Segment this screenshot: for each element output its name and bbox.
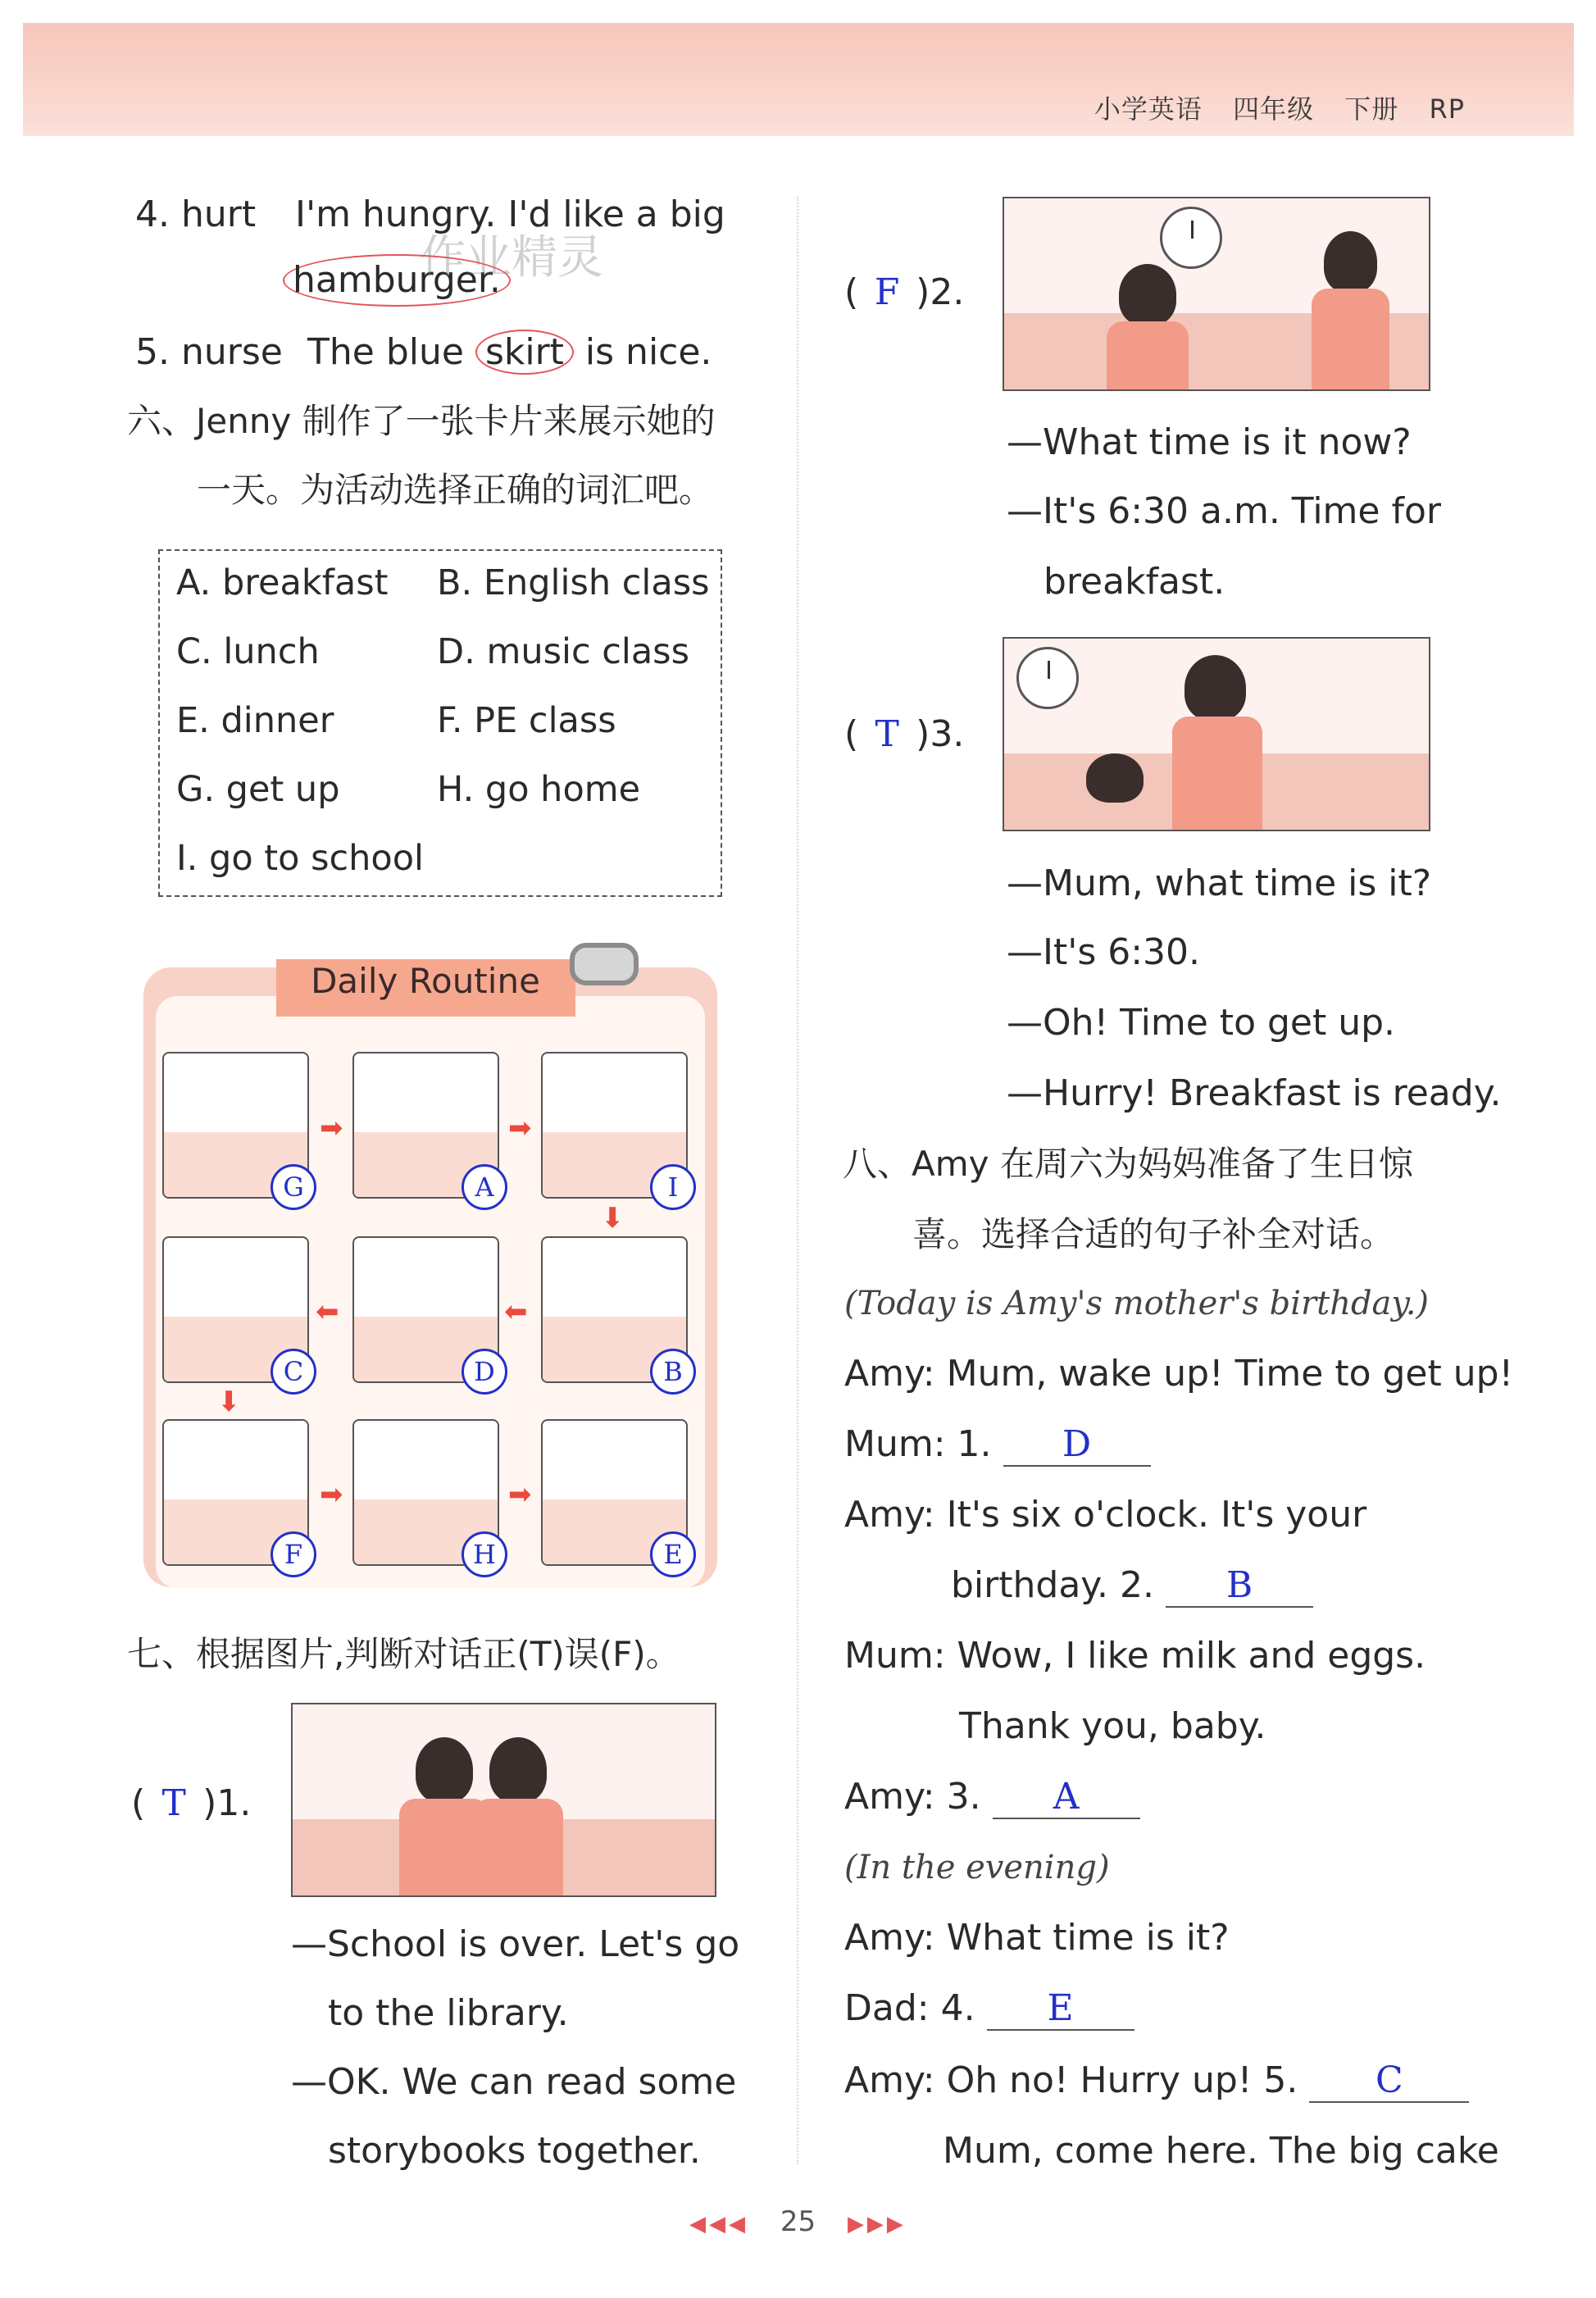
answer-badge-1: G [271, 1164, 316, 1210]
option-e: E. dinner [176, 700, 334, 741]
blank-2-answer: B [1166, 1565, 1313, 1608]
arrow-right-icon: ➡ [508, 1478, 532, 1511]
dialogue-8-text: Amy: Oh no! Hurry up! 5. [844, 2059, 1298, 2101]
option-a: A. breakfast [176, 562, 389, 603]
answer-badge-2: A [462, 1164, 507, 1210]
blank-3-answer: A [993, 1777, 1140, 1819]
arrow-right-icon: ➡ [320, 1478, 343, 1511]
prev-arrows-icon: ◀◀◀ [689, 2212, 749, 2237]
arrow-right-icon: ➡ [320, 1112, 343, 1144]
dialogue-7 [844, 1984, 1134, 2033]
blank-5-answer: C [1309, 2060, 1469, 2103]
q3-line4: —Hurry! Breakfast is ready. [1007, 1072, 1502, 1114]
answer-badge-9: E [650, 1531, 696, 1577]
section7-title: 七、根据图片,判断对话正(T)误(F)。 [127, 1634, 680, 1674]
q2-picture [1003, 197, 1430, 391]
dialogue-3b [951, 1561, 1313, 1610]
dialogue-8 [844, 2056, 1469, 2105]
arrow-left-icon: ⬅ [316, 1295, 339, 1328]
watermark: 作业精灵 [420, 231, 603, 284]
blank-4-answer: E [987, 1988, 1134, 2031]
q3-line1: —Mum, what time is it? [1007, 862, 1432, 904]
dialogue-2 [844, 1420, 1151, 1469]
q3-answer: T [875, 713, 899, 755]
item5-sentence [307, 328, 712, 377]
section6-title: 六、Jenny 制作了一张卡片来展示她的 [127, 401, 716, 441]
header-volume: 下册 [1344, 93, 1399, 125]
option-d: D. music class [437, 631, 689, 672]
clock-icon [1016, 647, 1079, 709]
header-edition: RP [1429, 93, 1465, 125]
q1-line2: to the library. [328, 1992, 569, 2034]
header-grade: 四年级 [1233, 93, 1315, 125]
dialogue-3: Amy: It's six o'clock. It's your [844, 1494, 1367, 1536]
item4-label: 4. hurt [135, 193, 257, 235]
card-title: Daily Routine [311, 961, 540, 1001]
q2-line3: breakfast. [1044, 561, 1225, 603]
arrow-right-icon: ➡ [508, 1112, 532, 1144]
q3-picture [1003, 637, 1430, 831]
q1-line4: storybooks together. [328, 2130, 701, 2172]
section6-title-line2: 一天。为活动选择正确的词汇吧。 [197, 470, 714, 510]
q3-bracket: ( T )3. [844, 710, 964, 759]
item4-sentence: I'm hungry. I'd like a big [295, 193, 725, 235]
answer-badge-3: I [650, 1164, 696, 1210]
dialogue-8b: Mum, come here. The big cake [943, 2130, 1499, 2172]
column-divider [797, 197, 798, 2164]
dialogue-2-text: Mum: 1. [844, 1423, 992, 1465]
q2-line2: —It's 6:30 a.m. Time for [1007, 490, 1441, 532]
section8-note-birthday: (Today is Amy's mother's birthday.) [844, 1285, 1430, 1322]
q2-answer: F [874, 271, 900, 313]
dialogue-5 [844, 1772, 1140, 1822]
q1-picture [291, 1703, 716, 1897]
dialogue-6: Amy: What time is it? [844, 1917, 1230, 1959]
blank-1-answer: D [1003, 1424, 1151, 1467]
dialogue-5-text: Amy: 3. [844, 1776, 981, 1818]
header-book-info [1073, 89, 1465, 126]
q3-line3: —Oh! Time to get up. [1007, 1002, 1396, 1044]
dialogue-7-text: Dad: 4. [844, 1987, 975, 2029]
item5-label: 5. nurse [135, 331, 283, 373]
option-h: H. go home [437, 769, 641, 810]
dialogue-4b: Thank you, baby. [959, 1705, 1266, 1747]
answer-badge-7: F [271, 1531, 316, 1577]
arrow-down-icon: ⬇ [601, 1202, 625, 1235]
q3-line2: —It's 6:30. [1007, 931, 1201, 973]
answer-badge-5: D [462, 1349, 507, 1395]
answer-badge-4: C [271, 1349, 316, 1395]
section8-note-evening: (In the evening) [844, 1849, 1110, 1886]
q1-number: )1. [202, 1782, 252, 1824]
page-number: 25 [780, 2205, 816, 2238]
section8-title: 八、Amy 在周六为妈妈准备了生日惊 [843, 1144, 1413, 1184]
arrow-down-icon: ⬇ [217, 1386, 241, 1418]
item5-post: is nice. [584, 331, 712, 373]
dialogue-3b-text: birthday. 2. [951, 1564, 1154, 1606]
option-f: F. PE class [437, 700, 616, 741]
clip-icon [570, 943, 639, 985]
arrow-left-icon: ⬅ [504, 1295, 528, 1328]
option-b: B. English class [437, 562, 710, 603]
item4-circled-word: hamburger. [283, 254, 511, 307]
answer-badge-6: B [650, 1349, 696, 1395]
q2-number: )2. [916, 271, 965, 313]
q1-line1: —School is over. Let's go [291, 1923, 740, 1965]
q2-bracket: ( F )2. [844, 268, 964, 317]
option-c: C. lunch [176, 631, 320, 672]
item5-circled-word: skirt [475, 330, 574, 375]
q3-number: )3. [916, 713, 965, 755]
header-subject: 小学英语 [1094, 93, 1203, 125]
item5-pre: The blue [307, 331, 464, 373]
section8-title-line2: 喜。选择合适的句子补全对话。 [912, 1214, 1395, 1254]
option-g: G. get up [176, 769, 340, 810]
option-i: I. go to school [176, 838, 424, 879]
q1-answer: T [161, 1782, 186, 1824]
answer-badge-8: H [462, 1531, 507, 1577]
next-arrows-icon: ▶▶▶ [847, 2212, 907, 2237]
page-footer [0, 2205, 1596, 2238]
dialogue-4: Mum: Wow, I like milk and eggs. [844, 1635, 1426, 1677]
q2-line1: —What time is it now? [1007, 421, 1412, 463]
dialogue-1: Amy: Mum, wake up! Time to get up! [844, 1353, 1514, 1395]
q1-line3: —OK. We can read some [291, 2061, 737, 2103]
q1-bracket: ( T )1. [131, 1779, 251, 1828]
clock-icon [1160, 207, 1222, 269]
